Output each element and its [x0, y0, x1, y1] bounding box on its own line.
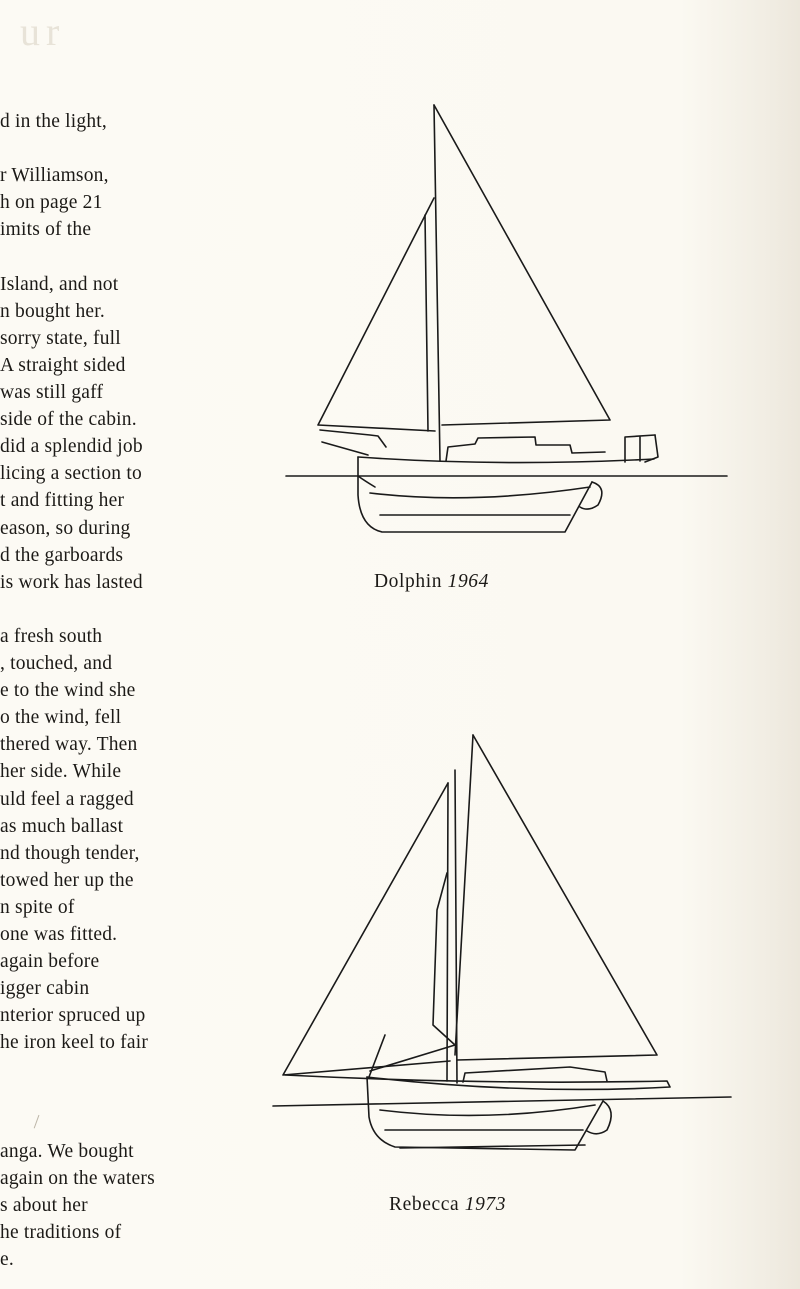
text-line: again before	[0, 951, 100, 973]
dolphin-sketch	[270, 95, 740, 540]
text-line: side of the cabin.	[0, 409, 137, 431]
text-line: eason, so during	[0, 517, 131, 539]
text-line: A straight sided	[0, 354, 126, 376]
text-line: was still gaff	[0, 382, 104, 403]
text-line: again on the waters	[0, 1167, 155, 1189]
text-line: , touched, and	[0, 653, 113, 674]
text-line: n spite of	[0, 896, 75, 918]
rebecca-sketch	[265, 725, 745, 1165]
text-line: towed her up the	[0, 869, 134, 891]
text-line: nd though tender,	[0, 842, 140, 864]
rebecca-name: Rebecca	[389, 1194, 460, 1215]
text-line: he traditions of	[0, 1222, 122, 1244]
dolphin-year: 1964	[447, 571, 490, 592]
text-line: a fresh south	[0, 625, 103, 647]
text-line: igger cabin	[0, 978, 90, 1000]
text-line: n bought her.	[0, 300, 105, 322]
text-line: imits of the	[0, 219, 92, 241]
text-line: he iron keel to fair	[0, 1032, 149, 1054]
text-line: nterior spruced up	[0, 1005, 146, 1027]
text-line: did a splendid job	[0, 436, 143, 458]
text-line: e to the wind she	[0, 680, 136, 702]
text-line: anga. We bought	[0, 1140, 134, 1162]
text-line: sorry state, full	[0, 327, 121, 349]
text-line: thered way. Then	[0, 734, 138, 756]
text-line: one was fitted.	[0, 924, 118, 945]
text-line: e.	[0, 1249, 14, 1271]
rebecca-caption	[389, 1194, 506, 1216]
waterline	[273, 1097, 731, 1106]
text-line: h on page 21	[0, 192, 103, 214]
text-line: o the wind, fell	[0, 707, 122, 729]
text-line: r Williamson,	[0, 165, 109, 187]
dolphin-name: Dolphin	[374, 571, 443, 592]
text-line: is work has lasted	[0, 571, 143, 593]
text-line: d in the light,	[0, 111, 107, 132]
text-line: t and fitting her	[0, 490, 125, 512]
text-line: as much ballast	[0, 815, 124, 837]
text-line: Island, and not	[0, 273, 119, 295]
text-line: her side. While	[0, 761, 122, 783]
rebecca-year: 1973	[464, 1194, 507, 1215]
text-line: s about her	[0, 1195, 88, 1216]
text-line: d the garboards	[0, 544, 124, 566]
bleed-through-heading: ur	[20, 9, 66, 54]
text-line: uld feel a ragged	[0, 788, 134, 810]
dolphin-caption	[374, 571, 489, 593]
text-line: licing a section to	[0, 463, 142, 485]
